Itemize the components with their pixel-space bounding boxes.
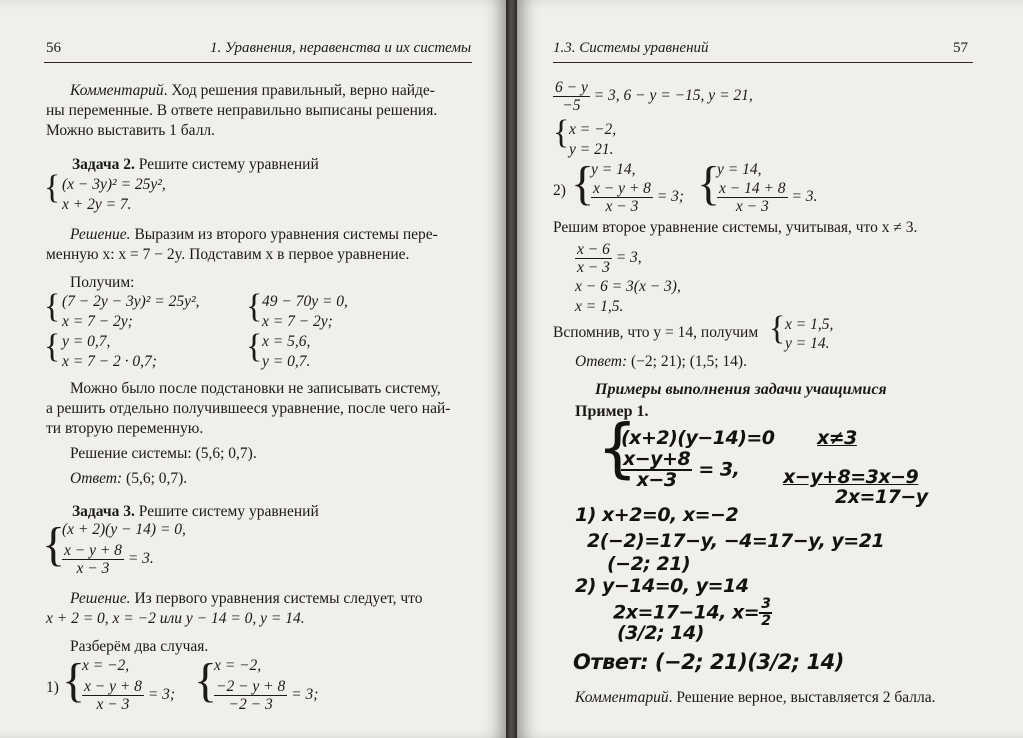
hand-eq2: $\frac{x-y+8}{x-3}$ = 3, <box>623 448 740 491</box>
r2-2: y = 21. <box>569 141 614 158</box>
sysC-1: y = 0,7, <box>62 333 111 350</box>
comment-line-3: Можно выставить 1 балл. <box>46 122 216 139</box>
solve-second: Решим второе уравнение системы, учитывая, что x ≠ 3. <box>553 219 918 236</box>
para-line-3: ти вторую переменную. <box>46 420 204 437</box>
case2a-1: y = 14, <box>591 161 636 178</box>
hand-2x: 2x=17−y <box>835 486 928 508</box>
task2-eq1: (x − 3y)² = 25y², <box>62 176 166 193</box>
sysD-2: y = 0,7. <box>262 353 311 370</box>
recall-text: Вспомнив, что y = 14, получим <box>553 324 759 341</box>
hand-transform: x−y+8=3x−9 <box>783 466 919 488</box>
comment-line-1: Комментарий. Ход решения правильный, верно найде- <box>70 82 435 99</box>
left-page <box>0 0 506 738</box>
answer2: Ответ: (5,6; 0,7). <box>70 470 188 487</box>
comment-right: Комментарий. Решение верное, выставляется 2 балла. <box>575 689 936 706</box>
brace: { <box>62 654 86 707</box>
hand-pair1: (−2; 21) <box>607 553 691 575</box>
brace: { <box>553 114 570 151</box>
task3-eq1: (x + 2)(y − 14) = 0, <box>62 521 186 538</box>
examples-title: Примеры выполнения задачи учащимися <box>595 381 887 398</box>
solution2-line-1: Решение. Выразим из второго уравнения системы пере- <box>70 226 438 243</box>
example1-heading: Пример 1. <box>575 403 649 420</box>
hand-subst: 2(−2)=17−y, −4=17−y, y=21 <box>587 530 885 552</box>
page-number-right: 57 <box>953 40 968 56</box>
case1a-1: x = −2, <box>82 657 130 674</box>
solution3-line-1: Решение. Из первого уравнения системы следует, что <box>70 590 423 607</box>
sysA-1: (7 − 2y − 3y)² = 25y², <box>62 293 200 310</box>
brace: { <box>246 288 263 325</box>
case2b-2: $\frac{x - 14 + 8}{x - 3}$ = 3. <box>719 180 818 215</box>
sysB-1: 49 − 70y = 0, <box>262 293 348 310</box>
running-header-right: 1.3. Системы уравнений <box>553 40 709 56</box>
case1a-2: $\frac{x - y + 8}{x - 3}$ = 3; <box>84 678 176 713</box>
system-solution: Решение системы: (5,6; 0,7). <box>70 445 257 462</box>
sysD-1: x = 5,6, <box>262 333 311 350</box>
answer3: Ответ: (−2; 21); (1,5; 14). <box>575 353 747 370</box>
hand-brace: { <box>597 412 638 486</box>
solution2-line-2: менную x: x = 7 − 2y. Подставим x в первое уравнение. <box>46 246 410 263</box>
recall-sys-1: x = 1,5, <box>785 316 834 333</box>
hand-x-calc: 2x=17−14, x= $\frac{3}{2}$ <box>613 596 771 629</box>
hand-eq1: (x+2)(y−14)=0 <box>621 427 775 449</box>
case1b-1: x = −2, <box>214 657 262 674</box>
header-rule <box>553 62 973 63</box>
cases-label: Разберём два случая. <box>70 638 209 655</box>
case2-label: 2) <box>553 182 566 199</box>
hand-x-ne-3: x≠3 <box>817 427 857 449</box>
brace: { <box>571 157 595 210</box>
hand-answer: Ответ: (−2; 21)(3/2; 14) <box>573 650 844 674</box>
recall-sys-2: y = 14. <box>785 335 830 352</box>
hand-pair2: (3/2; 14) <box>617 622 704 644</box>
task3-eq2: $\frac{x - y + 8}{x - 3}$ = 3. <box>64 542 154 577</box>
brace: { <box>697 157 721 210</box>
page-number-left: 56 <box>46 40 61 56</box>
task2-heading: Задача 2. Решите систему уравнений <box>72 156 319 173</box>
brace: { <box>42 518 66 571</box>
para-line-1: Можно было после подстановки не записывать систему, <box>70 380 441 397</box>
r3-line: $\frac{x - 6}{x - 3}$ = 3, <box>577 241 642 276</box>
hand-case1: 1) x+2=0, x=−2 <box>575 504 739 526</box>
task2-eq2: x + 2y = 7. <box>62 196 132 213</box>
brace: { <box>246 328 263 365</box>
para-line-2: а решить отдельно получившееся уравнение, после чего най- <box>46 400 451 417</box>
solution3-line-2: x + 2 = 0, x = −2 или y − 14 = 0, y = 14. <box>46 610 305 627</box>
brace: { <box>194 654 218 707</box>
r5-line: x = 1,5. <box>575 298 624 315</box>
header-rule <box>44 62 472 63</box>
r2-1: x = −2, <box>569 121 617 138</box>
right-page <box>517 0 1023 738</box>
sysA-2: x = 7 − 2y; <box>62 313 133 330</box>
case2b-1: y = 14, <box>717 161 762 178</box>
brace: { <box>44 288 61 325</box>
task3-heading: Задача 3. Решите систему уравнений <box>72 503 319 520</box>
brace: { <box>44 328 61 365</box>
r1-line: $\frac{6 - y}{-5}$ = 3, 6 − y = −15, y = 21, <box>555 79 753 114</box>
case2a-2: $\frac{x - y + 8}{x - 3}$ = 3; <box>593 180 685 215</box>
r4-line: x − 6 = 3(x − 3), <box>575 278 681 295</box>
case1b-2: $\frac{-2 - y + 8}{-2 - 3}$ = 3; <box>216 678 319 713</box>
case1-label: 1) <box>46 679 59 696</box>
comment-line-2: ны переменные. В ответе неправильно выписаны решения. <box>46 102 438 119</box>
got-label: Получим: <box>70 274 135 291</box>
brace: { <box>44 169 61 206</box>
brace: { <box>769 310 786 347</box>
sysB-2: x = 7 − 2y; <box>262 313 333 330</box>
hand-case2: 2) y−14=0, y=14 <box>575 575 749 597</box>
book-gutter <box>506 0 517 738</box>
sysC-2: x = 7 − 2 · 0,7; <box>62 353 157 370</box>
running-header-left: 1. Уравнения, неравенства и их системы <box>210 40 472 56</box>
